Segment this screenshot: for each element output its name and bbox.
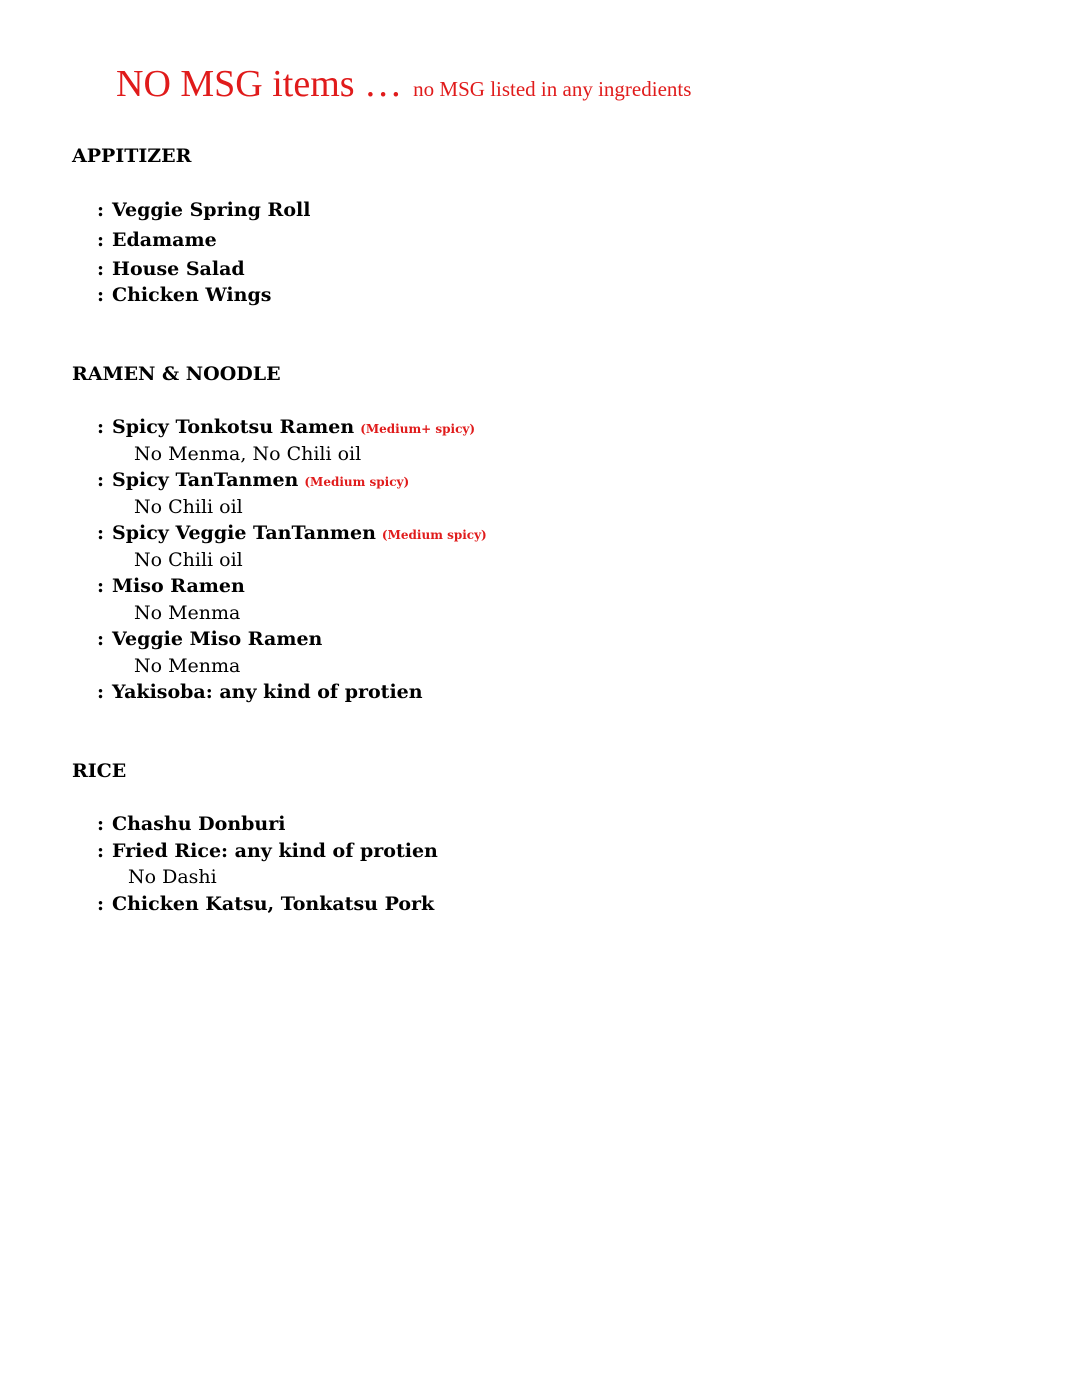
menu-item bbox=[97, 840, 438, 862]
item-name: Edamame bbox=[112, 229, 217, 251]
item-name: Spicy Veggie TanTanmen bbox=[112, 522, 376, 544]
menu-item bbox=[97, 893, 434, 915]
item-marker: : bbox=[97, 199, 105, 221]
menu-item bbox=[97, 416, 475, 438]
page-title bbox=[116, 62, 691, 106]
menu-item bbox=[97, 628, 322, 650]
spice-level-badge: (Medium spicy) bbox=[304, 475, 410, 489]
menu-item bbox=[97, 813, 285, 835]
item-name: Miso Ramen bbox=[112, 575, 245, 597]
item-name: Spicy Tonkotsu Ramen bbox=[112, 416, 355, 438]
menu-item bbox=[97, 469, 409, 491]
item-marker: : bbox=[97, 840, 105, 862]
item-name: Yakisoba: any kind of protien bbox=[112, 681, 423, 703]
item-marker: : bbox=[97, 681, 105, 703]
item-note: No Dashi bbox=[128, 866, 217, 888]
menu-item bbox=[97, 522, 487, 544]
item-note: No Chili oil bbox=[134, 549, 243, 571]
item-note: No Menma bbox=[134, 602, 241, 624]
item-marker: : bbox=[97, 628, 105, 650]
item-note: No Menma bbox=[134, 655, 241, 677]
item-marker: : bbox=[97, 575, 105, 597]
section-header-appetizer: APPITIZER bbox=[72, 145, 192, 167]
menu-item bbox=[97, 199, 310, 221]
item-name: Chicken Wings bbox=[112, 284, 272, 306]
item-marker: : bbox=[97, 416, 105, 438]
menu-item bbox=[97, 229, 217, 251]
item-marker: : bbox=[97, 284, 105, 306]
title-subtitle: no MSG listed in any ingredients bbox=[413, 77, 692, 101]
menu-item bbox=[97, 681, 423, 703]
menu-item bbox=[97, 575, 245, 597]
item-name: Fried Rice: any kind of protien bbox=[112, 840, 438, 862]
item-name: Veggie Miso Ramen bbox=[112, 628, 323, 650]
item-name: Veggie Spring Roll bbox=[112, 199, 311, 221]
item-marker: : bbox=[97, 813, 105, 835]
menu-item bbox=[97, 258, 245, 280]
item-name: Spicy TanTanmen bbox=[112, 469, 299, 491]
spice-level-badge: (Medium spicy) bbox=[381, 528, 487, 542]
item-marker: : bbox=[97, 522, 105, 544]
item-name: Chicken Katsu, Tonkatsu Pork bbox=[112, 893, 435, 915]
item-note: No Chili oil bbox=[134, 496, 243, 518]
item-name: House Salad bbox=[112, 258, 245, 280]
item-name: Chashu Donburi bbox=[112, 813, 286, 835]
section-header-ramen-noodle: RAMEN & NOODLE bbox=[72, 363, 281, 385]
item-marker: : bbox=[97, 469, 105, 491]
item-marker: : bbox=[97, 258, 105, 280]
item-marker: : bbox=[97, 893, 105, 915]
section-header-rice: RICE bbox=[72, 760, 127, 782]
menu-item bbox=[97, 284, 271, 306]
item-note: No Menma, No Chili oil bbox=[134, 443, 362, 465]
spice-level-badge: (Medium+ spicy) bbox=[360, 422, 476, 436]
item-marker: : bbox=[97, 229, 105, 251]
title-main: NO MSG items … bbox=[116, 63, 403, 105]
